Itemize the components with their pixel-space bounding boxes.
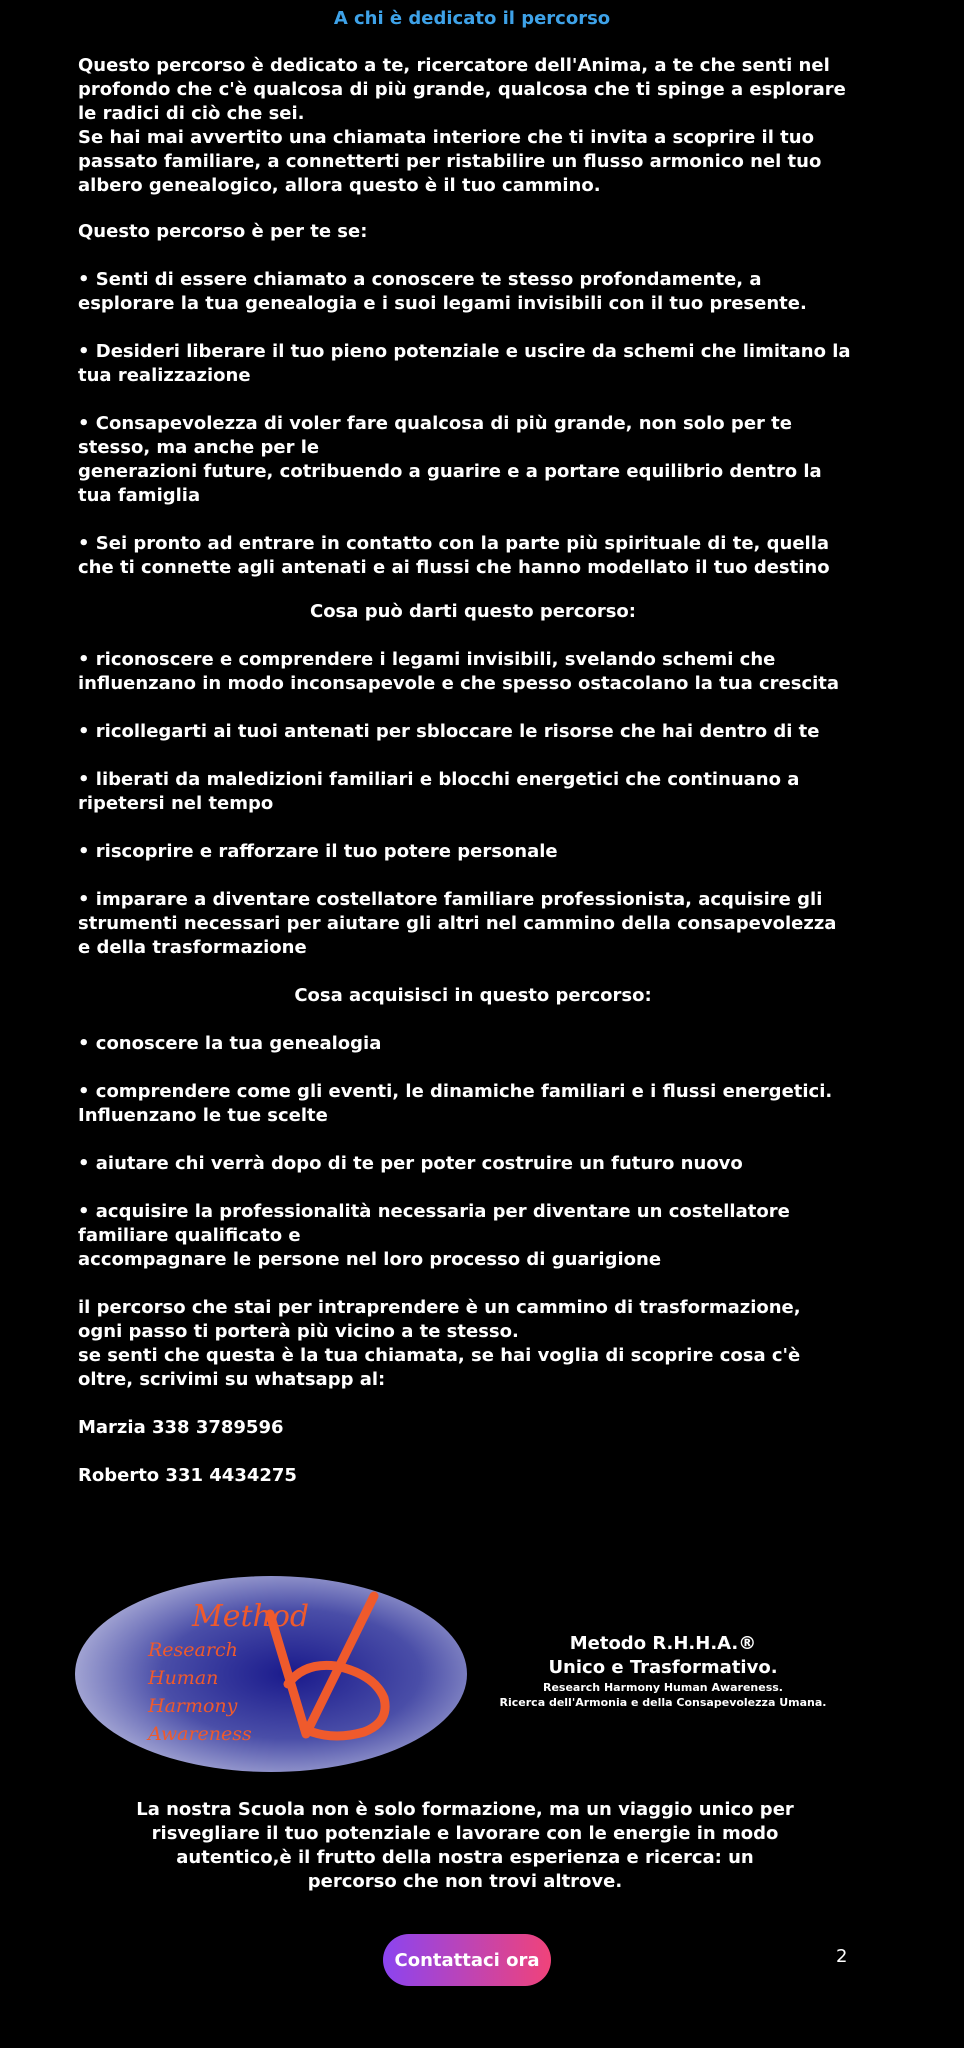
acquire-list: [78, 1032, 888, 1488]
intro-line: Questo percorso è dedicato a te, ricercatore dell'Anima, a te che senti nel: [78, 55, 830, 76]
list-item: familiare qualificato e: [78, 1225, 301, 1246]
intro-line: Se hai mai avvertito una chiamata interiore che ti invita a scoprire il tuo: [78, 127, 814, 148]
list-item: strumenti necessari per aiutare gli altri nel cammino della consapevolezza: [78, 913, 837, 934]
method-english: Research Harmony Human Awareness.: [542, 1681, 783, 1694]
list-item: stesso, ma anche per le: [78, 437, 320, 458]
for-you-heading: [78, 220, 888, 244]
list-item: • riconoscere e comprendere i legami invisibili, svelando schemi che: [78, 649, 776, 670]
list-item: • comprendere come gli eventi, le dinamiche familiari e i flussi energetici.: [78, 1081, 833, 1102]
list-item: accompagnare le persone nel loro processo di guarigione: [78, 1249, 662, 1270]
contact-button[interactable]: Contattaci ora: [383, 1934, 551, 1986]
acquire-heading: [78, 984, 868, 1008]
logo-method: Method: [192, 1599, 310, 1634]
contact-marzia: Marzia 338 3789596: [78, 1417, 284, 1438]
method-italian: Ricerca dell'Armonia e della Consapevolezza Umana.: [499, 1696, 827, 1709]
list-item: • Desideri liberare il tuo pieno potenziale e uscire da schemi che limitano la: [78, 341, 851, 362]
intro-text: [78, 54, 888, 198]
method-subtitle: Unico e Trasformativo.: [548, 1657, 778, 1678]
logo-word: Awareness: [148, 1723, 252, 1745]
intro-line: profondo che c'è qualcosa di più grande, qualcosa che ti spinge a esplorare: [78, 79, 846, 100]
closing-line: oltre, scrivimi su whatsapp al:: [78, 1369, 386, 1390]
list-item: • imparare a diventare costellatore familiare professionista, acquisire gli: [78, 889, 823, 910]
method-title: Metodo R.H.H.A.®: [569, 1633, 757, 1654]
school-line: autentico,è il frutto della nostra esperienza e ricerca: un: [176, 1847, 754, 1868]
list-item: generazioni future, cotribuendo a guarire e a portare equilibrio dentro la: [78, 461, 822, 482]
section-heading: Cosa acquisisci in questo percorso:: [294, 985, 652, 1006]
list-item: • Consapevolezza di voler fare qualcosa di più grande, non solo per te: [78, 413, 792, 434]
method-description: [488, 1632, 838, 1710]
contact-roberto: Roberto 331 4434275: [78, 1465, 297, 1486]
list-item: ripetersi nel tempo: [78, 793, 274, 814]
closing-line: il percorso che stai per intraprendere è un cammino di trasformazione,: [78, 1297, 801, 1318]
give-list: [78, 648, 888, 960]
list-item: • conoscere la tua genealogia: [78, 1033, 382, 1054]
list-item: • acquisire la professionalità necessaria per diventare un costellatore: [78, 1201, 790, 1222]
list-item: • ricollegarti ai tuoi antenati per sbloccare le risorse che hai dentro di te: [78, 721, 820, 742]
list-item: che ti connette agli antenati e ai flussi che hanno modellato il tuo destino: [78, 557, 830, 578]
rhha-logo: [74, 1574, 468, 1774]
list-item: • riscoprire e rafforzare il tuo potere personale: [78, 841, 558, 862]
closing-line: ogni passo ti porterà più vicino a te stesso.: [78, 1321, 519, 1342]
page-number: 2: [836, 1946, 848, 1967]
for-you-list: [78, 268, 888, 580]
list-item: • Sei pronto ad entrare in contatto con la parte più spirituale di te, quella: [78, 533, 830, 554]
section-heading: Questo percorso è per te se:: [78, 221, 368, 242]
give-heading: [78, 600, 868, 624]
closing-line: se senti che questa è la tua chiamata, se hai voglia di scoprire cosa c'è: [78, 1345, 801, 1366]
list-item: influenzano in modo inconsapevole e che spesso ostacolano la tua crescita: [78, 673, 840, 694]
list-item: tua famiglia: [78, 485, 201, 506]
list-item: • Senti di essere chiamato a conoscere te stesso profondamente, a: [78, 269, 762, 290]
intro-line: albero genealogico, allora questo è il tuo cammino.: [78, 175, 601, 196]
school-line: risvegliare il tuo potenziale e lavorare con le energie in modo: [151, 1823, 779, 1844]
intro-line: passato familiare, a connetterti per ristabilire un flusso armonico nel tuo: [78, 151, 822, 172]
logo-word: Harmony: [148, 1695, 238, 1717]
list-item: esplorare la tua genealogia e i suoi legami invisibili con il tuo presente.: [78, 293, 807, 314]
school-line: percorso che non trovi altrove.: [307, 1871, 623, 1892]
school-text: [120, 1798, 810, 1894]
section-heading: Cosa può darti questo percorso:: [309, 601, 636, 622]
list-item: tua realizzazione: [78, 365, 251, 386]
logo-graphic: [74, 1574, 468, 1774]
list-item: • liberati da maledizioni familiari e blocchi energetici che continuano a: [78, 769, 800, 790]
logo-word: Research: [148, 1639, 238, 1661]
intro-line: le radici di ciò che sei.: [78, 103, 305, 124]
page-title: A chi è dedicato il percorso: [333, 8, 611, 29]
school-line: La nostra Scuola non è solo formazione, ma un viaggio unico per: [136, 1799, 794, 1820]
list-item: • aiutare chi verrà dopo di te per poter costruire un futuro nuovo: [78, 1153, 743, 1174]
list-item: Influenzano le tue scelte: [78, 1105, 328, 1126]
logo-word: Human: [148, 1667, 219, 1689]
list-item: e della trasformazione: [78, 937, 307, 958]
